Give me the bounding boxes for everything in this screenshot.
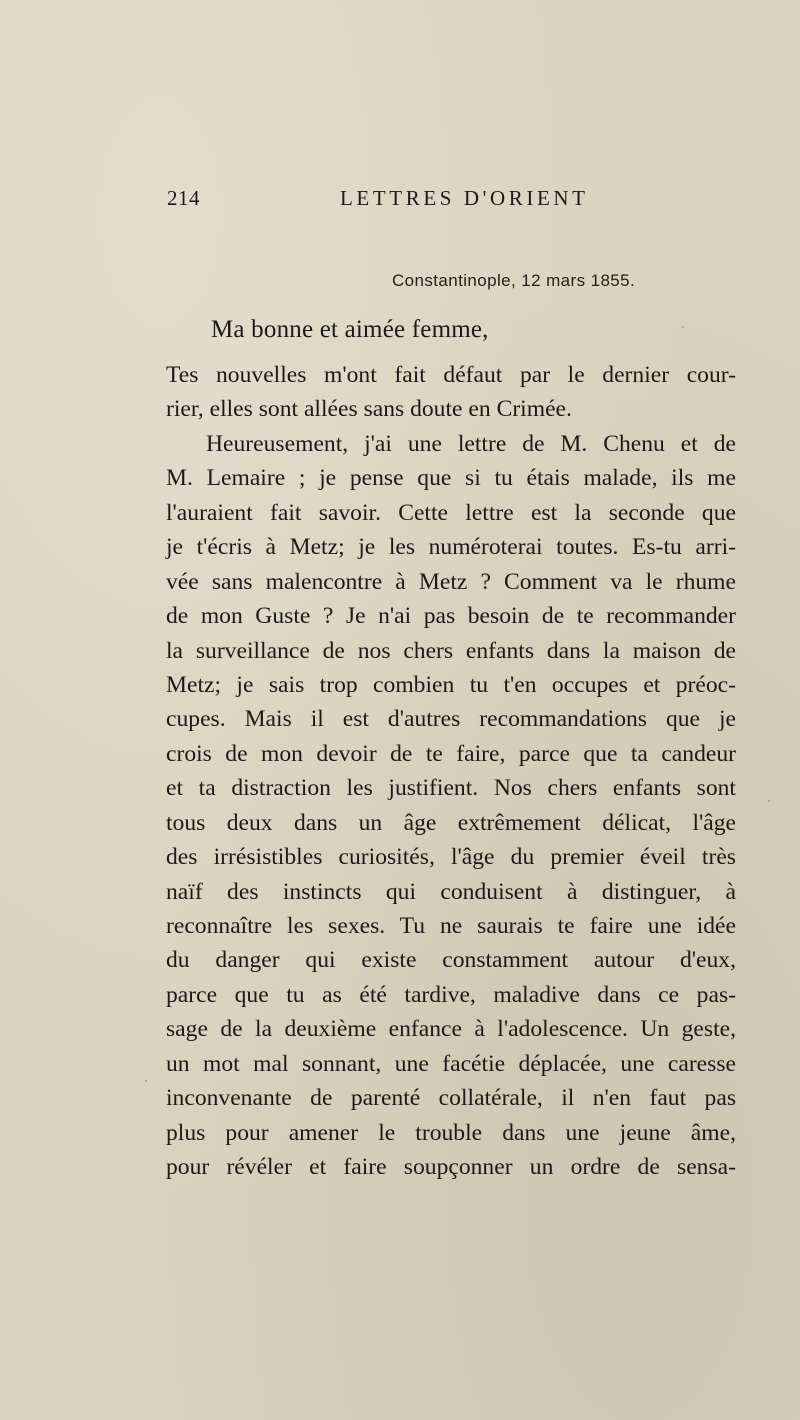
text-line: Metz; je sais trop combien tu t'en occupes et préoc- (166, 671, 736, 698)
text-line: je t'écris à Metz; je les numéroterai toutes. Es-tu arri- (166, 534, 736, 561)
text-line: tous deux dans un âge extrêmement délicat, l'âge (166, 809, 736, 836)
text-line: pour révéler et faire soupçonner un ordre de sensa- (166, 1154, 736, 1181)
dateline: Constantinople, 12 mars 1855. (392, 271, 636, 290)
text-line: Heureusement, j'ai une lettre de M. Chenu et de (206, 430, 736, 457)
text-line: crois de mon devoir de te faire, parce que ta candeur (166, 740, 736, 767)
paper-speck (768, 800, 770, 802)
text-line: reconnaître les sexes. Tu ne saurais te faire une idée (166, 913, 736, 939)
text-line: cupes. Mais il est d'autres recommandations que je (166, 706, 736, 733)
text-line: plus pour amener le trouble dans une jeune âme, (166, 1119, 736, 1146)
text-line: sage de la deuxième enfance à l'adolescence. Un geste, (166, 1016, 736, 1043)
paper-speck (145, 1080, 147, 1082)
text-line: et ta distraction les justifient. Nos chers enfants sont (166, 775, 736, 802)
running-head (167, 186, 733, 216)
text-line: l'auraient fait savoir. Cette lettre est la seconde que (166, 499, 736, 526)
paper-speck (682, 326, 684, 328)
text-line: inconvenante de parenté collatérale, il n'en faut pas (166, 1085, 736, 1112)
text-line: la surveillance de nos chers enfants dans la maison de (166, 637, 736, 664)
text-line: naïf des instincts qui conduisent à distinguer, à (166, 878, 736, 905)
text-line: de mon Guste ? Je n'ai pas besoin de te recommander (166, 603, 736, 630)
text-line: un mot mal sonnant, une facétie déplacée, une caresse (166, 1050, 736, 1077)
text-line: vée sans malencontre à Metz ? Comment va le rhume (166, 568, 736, 595)
letter-body (166, 358, 736, 1185)
salutation: Ma bonne et aimée femme, (211, 316, 489, 343)
running-title: LETTRES D'ORIENT (340, 186, 589, 210)
text-line: du danger qui existe constamment autour d'eux, (166, 947, 736, 974)
text-line: Tes nouvelles m'ont fait défaut par le dernier cour- (166, 362, 736, 388)
text-line: des irrésistibles curiosités, l'âge du premier éveil très (166, 844, 736, 871)
text-line: rier, elles sont allées sans doute en Crimée. (166, 396, 572, 423)
text-line: parce que tu as été tardive, maladive dans ce pas- (166, 981, 736, 1008)
page-number: 214 (167, 186, 200, 210)
text-line: M. Lemaire ; je pense que si tu étais malade, ils me (166, 465, 736, 492)
